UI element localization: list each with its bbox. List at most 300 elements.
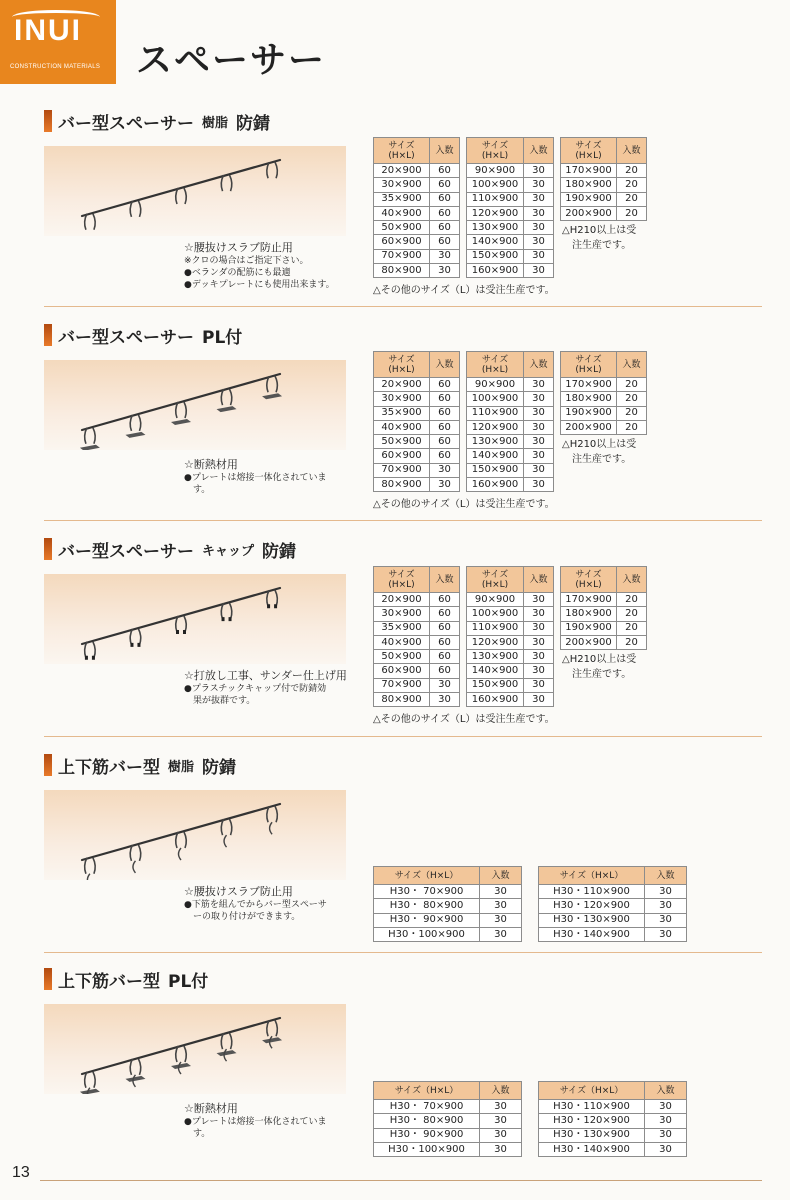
description-title: ☆腰抜けスラブ防止用: [184, 241, 293, 254]
made-to-order-note: [562, 652, 636, 682]
table-row: [467, 650, 554, 664]
qty-cell: 20: [617, 607, 647, 621]
qty-cell: 60: [430, 650, 460, 664]
table-row: [374, 621, 460, 635]
heading-marker: [44, 110, 52, 132]
size-cell: 110×900: [467, 192, 524, 206]
qty-cell: 30: [480, 885, 522, 899]
description-title: ☆腰抜けスラブ防止用: [184, 885, 293, 898]
product-description: [184, 1101, 327, 1140]
table-row: [374, 650, 460, 664]
product-description: [184, 884, 327, 923]
description-line: ●プレートは熔接一体化されていま: [184, 473, 327, 483]
qty-cell: 30: [524, 420, 554, 434]
size-cell: 50×900: [374, 650, 430, 664]
size-cell: 35×900: [374, 621, 430, 635]
qty-cell: 60: [430, 192, 460, 206]
size-cell: 180×900: [561, 392, 617, 406]
size-cell: 160×900: [467, 693, 524, 707]
size-cell: H30・ 90×900: [374, 1128, 480, 1142]
table-row: [467, 664, 554, 678]
size-cell: 70×900: [374, 249, 430, 263]
size-cell: 40×900: [374, 206, 430, 220]
table-row: [561, 406, 647, 420]
qty-cell: 30: [645, 913, 687, 927]
size-cell: 190×900: [561, 406, 617, 420]
size-column-header: サイズ (H×L): [374, 567, 430, 593]
size-cell: 120×900: [467, 635, 524, 649]
size-cell: 160×900: [467, 264, 524, 278]
qty-cell: 30: [524, 607, 554, 621]
size-cell: 70×900: [374, 463, 430, 477]
table-row: [374, 235, 460, 249]
description-line: ーの取り付けができます。: [184, 912, 301, 922]
table-row: [467, 378, 554, 392]
description-line: ●プレートは熔接一体化されていま: [184, 1117, 327, 1127]
table-row: [539, 927, 687, 941]
size-column-header: サイズ (H×L): [374, 352, 430, 378]
qty-cell: 30: [430, 249, 460, 263]
size-cell: 80×900: [374, 264, 430, 278]
product-material: 樹脂: [168, 759, 195, 775]
size-cell: H30・110×900: [539, 885, 645, 899]
description-line: 果が抜群です。: [184, 696, 256, 706]
qty-cell: 60: [430, 621, 460, 635]
qty-cell: 60: [430, 164, 460, 178]
table-row: [539, 899, 687, 913]
other-size-note: △その他のサイズ（L）は受注生産です。: [373, 714, 555, 725]
size-table: [373, 1081, 522, 1157]
size-column-header: サイズ（H×L）: [374, 1082, 480, 1100]
table-row: [374, 593, 460, 607]
qty-cell: 30: [645, 1100, 687, 1114]
table-row: [374, 635, 460, 649]
qty-cell: 30: [524, 264, 554, 278]
description-line: ●下筋を組んでからバー型スペーサ: [184, 900, 327, 910]
size-column-header: サイズ (H×L): [467, 352, 524, 378]
qty-cell: 30: [480, 913, 522, 927]
size-cell: 200×900: [561, 206, 617, 220]
size-cell: 70×900: [374, 678, 430, 692]
size-cell: H30・120×900: [539, 899, 645, 913]
qty-cell: 30: [430, 264, 460, 278]
qty-cell: 20: [617, 164, 647, 178]
table-row: [467, 221, 554, 235]
qty-cell: 30: [430, 478, 460, 492]
table-row: [374, 221, 460, 235]
table-row: [467, 693, 554, 707]
table-row: [374, 478, 460, 492]
size-cell: 200×900: [561, 635, 617, 649]
table-row: [374, 206, 460, 220]
product-name: 上下筋バー型: [58, 757, 160, 778]
table-row: [467, 420, 554, 434]
table-row: [374, 1142, 522, 1156]
qty-cell: 20: [617, 178, 647, 192]
size-cell: 60×900: [374, 664, 430, 678]
table-row: [374, 420, 460, 434]
product-photo: [44, 790, 346, 880]
table-row: [374, 607, 460, 621]
table-row: [374, 664, 460, 678]
qty-cell: 30: [524, 478, 554, 492]
qty-cell: 30: [524, 621, 554, 635]
section-divider: [44, 736, 762, 737]
table-row: [374, 164, 460, 178]
size-cell: 140×900: [467, 664, 524, 678]
size-table: [373, 566, 460, 707]
table-row: [561, 378, 647, 392]
qty-column-header: 入数: [645, 1082, 687, 1100]
heading-marker: [44, 538, 52, 560]
qty-cell: 60: [430, 206, 460, 220]
qty-column-header: 入数: [480, 1082, 522, 1100]
size-table: [466, 566, 554, 707]
size-cell: H30・130×900: [539, 1128, 645, 1142]
size-table: [373, 351, 460, 492]
qty-cell: 30: [480, 1100, 522, 1114]
size-cell: 60×900: [374, 449, 430, 463]
made-to-order-note: [562, 223, 636, 253]
page-title: スペーサー: [136, 40, 327, 81]
table-row: [561, 392, 647, 406]
qty-cell: 60: [430, 664, 460, 678]
qty-cell: 30: [480, 1114, 522, 1128]
size-cell: 40×900: [374, 420, 430, 434]
table-row: [374, 435, 460, 449]
table-row: [467, 435, 554, 449]
size-cell: 180×900: [561, 607, 617, 621]
table-row: [374, 1128, 522, 1142]
product-material: 樹脂: [202, 115, 229, 131]
size-cell: 50×900: [374, 221, 430, 235]
size-cell: 30×900: [374, 607, 430, 621]
size-column-header: サイズ (H×L): [561, 138, 617, 164]
heading-marker: [44, 754, 52, 776]
size-column-header: サイズ (H×L): [374, 138, 430, 164]
size-cell: 80×900: [374, 478, 430, 492]
qty-cell: 20: [617, 635, 647, 649]
size-cell: 140×900: [467, 449, 524, 463]
table-row: [374, 463, 460, 477]
table-row: [374, 178, 460, 192]
table-row: [374, 693, 460, 707]
size-cell: 180×900: [561, 178, 617, 192]
other-size-note: △その他のサイズ（L）は受注生産です。: [373, 285, 555, 296]
logo-mark: INUI: [14, 14, 82, 47]
qty-cell: 30: [524, 664, 554, 678]
qty-cell: 60: [430, 593, 460, 607]
qty-cell: 60: [430, 635, 460, 649]
product-feature: 防錆: [236, 113, 271, 134]
table-row: [561, 621, 647, 635]
size-cell: 190×900: [561, 621, 617, 635]
qty-column-header: 入数: [645, 867, 687, 885]
table-row: [374, 249, 460, 263]
product-name: 上下筋バー型: [58, 971, 160, 992]
qty-column-header: 入数: [617, 567, 647, 593]
qty-cell: 60: [430, 235, 460, 249]
section-heading: [44, 324, 242, 346]
size-cell: 20×900: [374, 164, 430, 178]
qty-cell: 30: [524, 593, 554, 607]
table-row: [539, 1128, 687, 1142]
size-cell: H30・ 80×900: [374, 899, 480, 913]
size-cell: 30×900: [374, 392, 430, 406]
qty-cell: 30: [524, 235, 554, 249]
table-row: [374, 1100, 522, 1114]
table-row: [467, 206, 554, 220]
table-row: [467, 249, 554, 263]
section-heading: [44, 754, 236, 776]
size-cell: 170×900: [561, 593, 617, 607]
size-table: [466, 137, 554, 278]
size-cell: 140×900: [467, 235, 524, 249]
size-cell: H30・110×900: [539, 1100, 645, 1114]
qty-cell: 20: [617, 206, 647, 220]
table-row: [467, 478, 554, 492]
size-cell: H30・ 70×900: [374, 1100, 480, 1114]
qty-cell: 30: [524, 678, 554, 692]
section-divider: [44, 520, 762, 521]
size-cell: 200×900: [561, 420, 617, 434]
product-feature: PL付: [168, 971, 209, 992]
page-number: 13: [12, 1164, 30, 1181]
table-row: [374, 378, 460, 392]
description-line: ●ベランダの配筋にも最適: [184, 268, 291, 278]
size-cell: H30・120×900: [539, 1114, 645, 1128]
table-row: [467, 164, 554, 178]
table-row: [374, 678, 460, 692]
qty-cell: 60: [430, 607, 460, 621]
qty-cell: 60: [430, 406, 460, 420]
qty-cell: 30: [480, 1128, 522, 1142]
table-row: [561, 164, 647, 178]
qty-cell: 30: [480, 899, 522, 913]
size-cell: 170×900: [561, 164, 617, 178]
size-cell: 120×900: [467, 206, 524, 220]
description-title: ☆断熱材用: [184, 458, 238, 471]
qty-cell: 20: [617, 378, 647, 392]
size-cell: 50×900: [374, 435, 430, 449]
qty-cell: 30: [524, 463, 554, 477]
table-row: [374, 449, 460, 463]
qty-cell: 30: [524, 435, 554, 449]
size-cell: 170×900: [561, 378, 617, 392]
size-cell: 90×900: [467, 164, 524, 178]
table-row: [539, 913, 687, 927]
size-cell: 150×900: [467, 463, 524, 477]
table-row: [467, 607, 554, 621]
table-row: [539, 1100, 687, 1114]
table-row: [374, 899, 522, 913]
section-heading: [44, 538, 296, 560]
description-line: す。: [184, 485, 211, 495]
product-photo: [44, 146, 346, 236]
product-material: キャップ: [202, 543, 255, 559]
size-cell: H30・ 90×900: [374, 913, 480, 927]
size-cell: 20×900: [374, 593, 430, 607]
table-row: [374, 913, 522, 927]
qty-cell: 60: [430, 392, 460, 406]
note-line: △H210以上は受: [562, 225, 637, 236]
table-row: [467, 235, 554, 249]
product-description: [184, 668, 347, 707]
note-line: 注生産です。: [572, 240, 632, 251]
qty-column-header: 入数: [430, 352, 460, 378]
description-line: ●デッキプレートにも使用出来ます。: [184, 280, 335, 290]
qty-cell: 20: [617, 406, 647, 420]
qty-cell: 30: [524, 221, 554, 235]
size-cell: 150×900: [467, 249, 524, 263]
qty-cell: 30: [645, 1128, 687, 1142]
table-row: [374, 264, 460, 278]
size-cell: H30・ 70×900: [374, 885, 480, 899]
size-column-header: サイズ (H×L): [561, 352, 617, 378]
description-title: ☆打放し工事、サンダー仕上げ用: [184, 669, 347, 682]
size-cell: 130×900: [467, 221, 524, 235]
table-row: [374, 885, 522, 899]
heading-marker: [44, 968, 52, 990]
size-cell: 100×900: [467, 178, 524, 192]
size-cell: 90×900: [467, 378, 524, 392]
qty-cell: 30: [645, 899, 687, 913]
qty-column-header: 入数: [617, 352, 647, 378]
size-cell: 100×900: [467, 392, 524, 406]
size-table: [538, 1081, 687, 1157]
product-photo: [44, 1004, 346, 1094]
qty-cell: 30: [430, 693, 460, 707]
qty-cell: 20: [617, 621, 647, 635]
qty-column-header: 入数: [430, 138, 460, 164]
qty-cell: 20: [617, 593, 647, 607]
table-row: [467, 406, 554, 420]
size-cell: 150×900: [467, 678, 524, 692]
table-row: [467, 463, 554, 477]
qty-cell: 30: [524, 392, 554, 406]
size-table: [560, 137, 647, 221]
brand-logo: [0, 0, 116, 84]
size-cell: 190×900: [561, 192, 617, 206]
qty-cell: 20: [617, 392, 647, 406]
size-cell: 160×900: [467, 478, 524, 492]
product-feature: PL付: [202, 327, 243, 348]
logo-subtitle: CONSTRUCTION MATERIALS: [10, 64, 101, 70]
size-cell: H30・140×900: [539, 1142, 645, 1156]
size-table: [373, 137, 460, 278]
qty-cell: 30: [524, 693, 554, 707]
table-row: [561, 206, 647, 220]
table-row: [467, 178, 554, 192]
size-table: [466, 351, 554, 492]
table-row: [467, 621, 554, 635]
heading-marker: [44, 324, 52, 346]
table-row: [561, 593, 647, 607]
qty-cell: 30: [524, 650, 554, 664]
qty-cell: 30: [480, 1142, 522, 1156]
note-line: 注生産です。: [572, 669, 632, 680]
table-row: [539, 1114, 687, 1128]
size-column-header: サイズ (H×L): [467, 138, 524, 164]
table-row: [467, 678, 554, 692]
size-column-header: サイズ (H×L): [561, 567, 617, 593]
qty-column-header: 入数: [617, 138, 647, 164]
size-cell: 120×900: [467, 420, 524, 434]
qty-cell: 30: [430, 463, 460, 477]
table-row: [374, 927, 522, 941]
note-line: △H210以上は受: [562, 654, 637, 665]
size-cell: H30・130×900: [539, 913, 645, 927]
table-row: [374, 192, 460, 206]
qty-cell: 30: [524, 249, 554, 263]
section-divider: [44, 306, 762, 307]
qty-cell: 30: [524, 192, 554, 206]
qty-cell: 30: [645, 885, 687, 899]
size-cell: 90×900: [467, 593, 524, 607]
table-row: [467, 264, 554, 278]
description-line: す。: [184, 1129, 211, 1139]
size-table: [373, 866, 522, 942]
table-row: [467, 392, 554, 406]
table-row: [374, 406, 460, 420]
size-cell: 35×900: [374, 406, 430, 420]
size-cell: 60×900: [374, 235, 430, 249]
table-row: [374, 1114, 522, 1128]
size-cell: H30・100×900: [374, 1142, 480, 1156]
size-cell: 110×900: [467, 406, 524, 420]
qty-cell: 60: [430, 449, 460, 463]
size-table: [538, 866, 687, 942]
table-row: [561, 607, 647, 621]
product-feature: 防錆: [202, 757, 237, 778]
qty-cell: 30: [524, 178, 554, 192]
qty-cell: 30: [645, 1142, 687, 1156]
size-column-header: サイズ（H×L）: [539, 867, 645, 885]
size-cell: 100×900: [467, 607, 524, 621]
description-title: ☆断熱材用: [184, 1102, 238, 1115]
qty-cell: 60: [430, 378, 460, 392]
qty-cell: 30: [524, 164, 554, 178]
size-column-header: サイズ (H×L): [467, 567, 524, 593]
qty-column-header: 入数: [430, 567, 460, 593]
size-cell: 130×900: [467, 650, 524, 664]
table-row: [467, 635, 554, 649]
qty-column-header: 入数: [524, 567, 554, 593]
qty-column-header: 入数: [524, 138, 554, 164]
size-cell: 110×900: [467, 621, 524, 635]
made-to-order-note: [562, 437, 636, 467]
size-cell: H30・140×900: [539, 927, 645, 941]
description-line: ●プラスチックキャップ付で防錆効: [184, 684, 327, 694]
size-cell: H30・100×900: [374, 927, 480, 941]
product-photo: [44, 574, 346, 664]
table-row: [561, 420, 647, 434]
qty-cell: 30: [524, 378, 554, 392]
size-table: [560, 351, 647, 435]
qty-cell: 30: [645, 927, 687, 941]
size-cell: 80×900: [374, 693, 430, 707]
table-row: [374, 392, 460, 406]
qty-column-header: 入数: [524, 352, 554, 378]
footer-rule: [40, 1180, 762, 1181]
qty-cell: 60: [430, 420, 460, 434]
product-name: バー型スペーサー: [58, 541, 194, 562]
product-description: [184, 240, 335, 291]
size-cell: 20×900: [374, 378, 430, 392]
size-cell: 35×900: [374, 192, 430, 206]
other-size-note: △その他のサイズ（L）は受注生産です。: [373, 499, 555, 510]
qty-cell: 60: [430, 178, 460, 192]
